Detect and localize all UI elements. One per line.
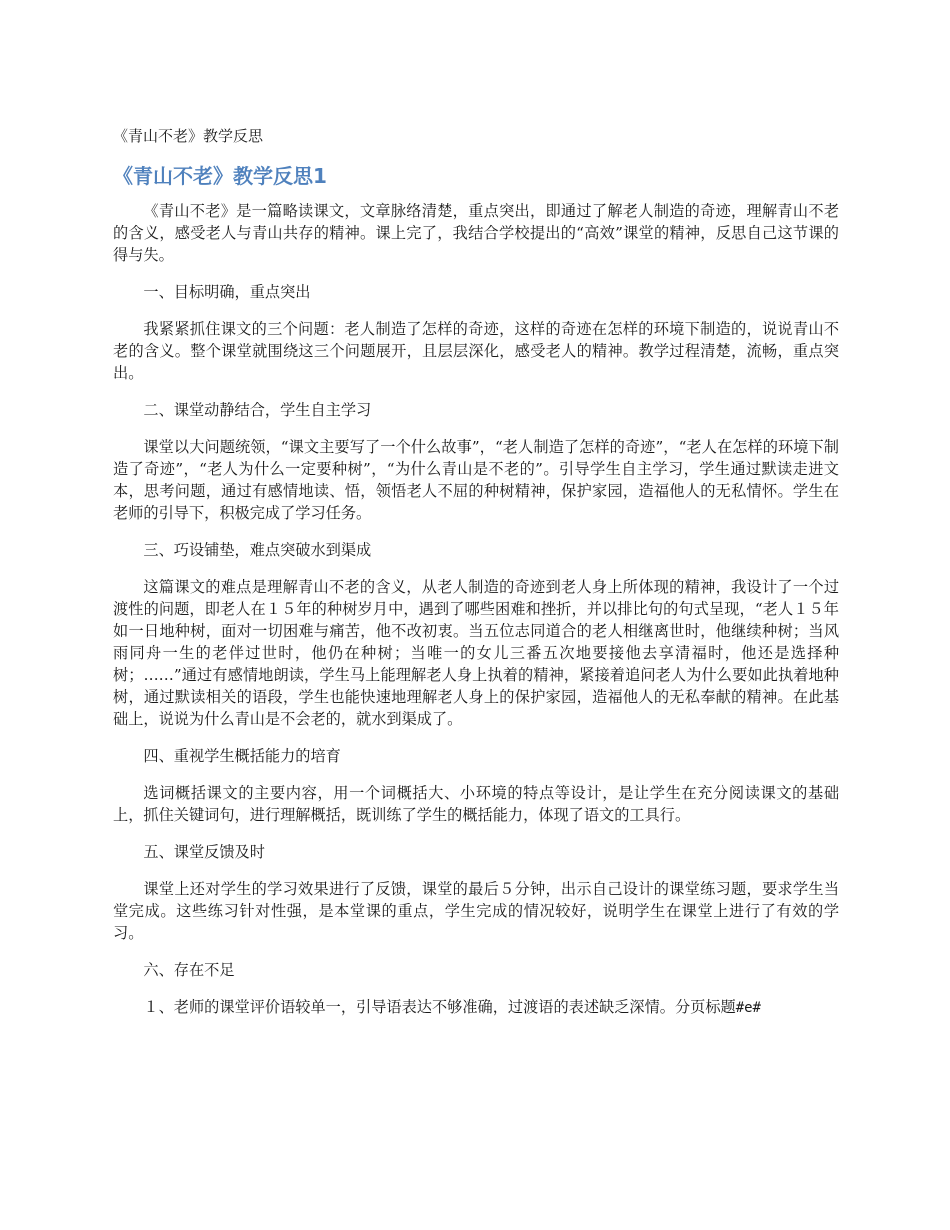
document-page	[113, 124, 839, 1034]
page-break-marker: #e#	[735, 1000, 761, 1016]
point-heading-1: 一、目标明确，重点突出	[143, 283, 311, 301]
point-heading-3: 三、巧设铺垫，难点突破水到渠成	[143, 541, 372, 559]
point-paragraph-4: 选词概括课文的主要内容，用一个词概括大、小环境的特点等设计，是让学生在充分阅读课文的基础上，抓住关键词句，进行理解概括，既训练了学生的概括能力，体现了语文的工具行。	[113, 784, 839, 824]
point-heading-2: 二、课堂动静结合，学生自主学习	[143, 401, 372, 419]
intro-paragraph: 《青山不老》是一篇略读课文，文章脉络清楚，重点突出，即通过了解老人制造的奇迹，理解青山不老的含义，感受老人与青山共存的精神。课上完了，我结合学校提出的“高效”课堂的精神，反思自己这节课的得与失。	[113, 202, 839, 264]
point-paragraph-1: 我紧紧抓住课文的三个问题：老人制造了怎样的奇迹，这样的奇迹在怎样的环境下制造的，说说青山不老的含义。整个课堂就围绕这三个问题展开，且层层深化，感受老人的精神。教学过程清楚，流畅，重点突出。	[113, 320, 839, 382]
point-heading-4: 四、重视学生概括能力的培育	[143, 747, 341, 765]
point-heading-5: 五、课堂反馈及时	[143, 843, 265, 861]
document-title: 《青山不老》教学反思	[113, 127, 264, 145]
point-paragraph-5: 课堂上还对学生的学习效果进行了反馈，课堂的最后５分钟，出示自己设计的课堂练习题，要求学生当堂完成。这些练习针对性强，是本堂课的重点，学生完成的情况较好，说明学生在课堂上进行了有效的学习。	[113, 880, 839, 942]
point-paragraph-3: 这篇课文的难点是理解青山不老的含义，从老人制造的奇迹到老人身上所体现的精神，我设计了一个过渡性的问题，即老人在１５年的种树岁月中，遇到了哪些困难和挫折，并以排比句的句式呈现，“老人１５年如一日地种树，面对一切困难与痛苦，他不改初衷。当五位志同道合的老人相继离世时，他继续种树；当风雨同舟一生的老伴过世时，他仍在种树；当唯一的女儿三番五次地要接他去享清福时，他还是选择种树；……”通过有感情地朗读，学生马上能理解老人身上执着的精神，紧接着追问老人为什么要如此执着地种树，通过默读相关的语段，学生也能快速地理解老人身上的保护家园，造福他人的无私奉献的精神。在此基础上，说说为什么青山是不会老的，就水到渠成了。	[113, 578, 839, 728]
section-heading: 《青山不老》教学反思1	[113, 164, 327, 188]
point-heading-6: 六、存在不足	[143, 961, 235, 979]
point-paragraph-2: 课堂以大问题统领，“课文主要写了一个什么故事”，“老人制造了怎样的奇迹”，“老人在怎样的环境下制造了奇迹”，“老人为什么一定要种树”，“为什么青山是不老的”。引导学生自主学习，学生通过默读走进文本，思考问题，通过有感情地读、悟，领悟老人不屈的种树精神，保护家园，造福他人的无私情怀。学生在老师的引导下，积极完成了学习任务。	[113, 438, 839, 522]
shortcoming-text: １、老师的课堂评价语较单一，引导语表达不够准确，过渡语的表述缺乏深情。分页标题	[143, 998, 736, 1016]
point-paragraph-6	[113, 996, 839, 1019]
